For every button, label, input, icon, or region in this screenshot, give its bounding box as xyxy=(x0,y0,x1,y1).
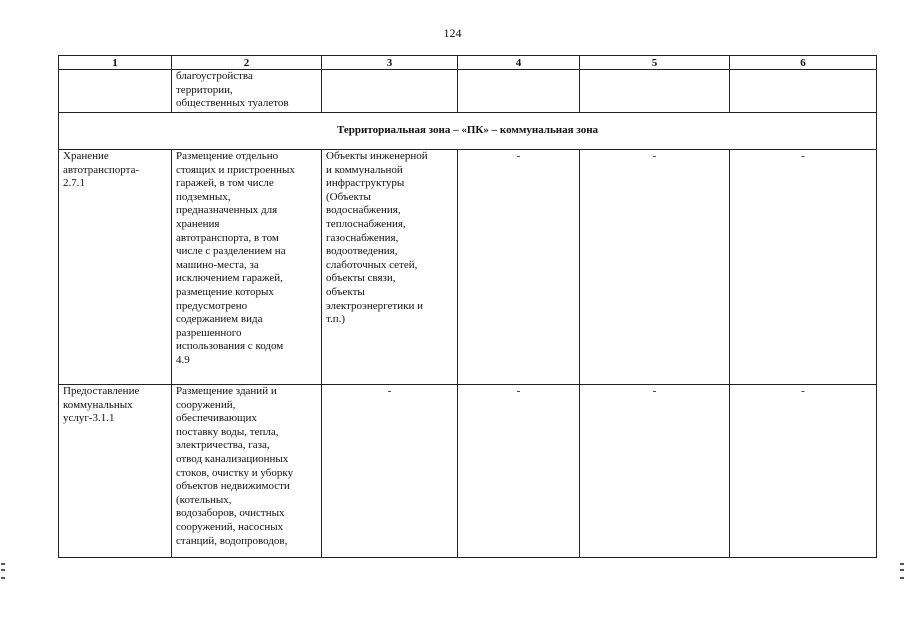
table-cell xyxy=(59,70,172,113)
use-type-description: Размещение отдельно стоящих и пристроенных гаражей, в том числе подземных, предназначенных для хранения автотранспорта, в том числе с разделением на машино-места, за исключением гаражей, размещение которых предусмотрено содержанием вида разрешенного использования с кодом 4.9 xyxy=(172,150,322,385)
table-cell: благоустройства территории, общественных туалетов xyxy=(172,70,322,113)
column-header-6: 6 xyxy=(730,56,877,70)
use-type-name: Предоставление коммунальных услуг-3.1.1 xyxy=(59,385,172,558)
table-cell xyxy=(322,70,458,113)
table-cell: - xyxy=(730,385,877,558)
binding-mark-right xyxy=(900,563,904,579)
table-cell: - xyxy=(730,150,877,385)
column-header-3: 3 xyxy=(322,56,458,70)
table-cell: - xyxy=(580,150,730,385)
table-cell: - xyxy=(322,385,458,558)
table-cell: - xyxy=(458,150,580,385)
table-cell: - xyxy=(458,385,580,558)
zone-title-row xyxy=(59,113,877,150)
column-header-1: 1 xyxy=(59,56,172,70)
use-type-name: Хранение автотранспорта- 2.7.1 xyxy=(59,150,172,385)
table-row xyxy=(59,150,877,385)
continuation-row xyxy=(59,70,877,113)
table-cell xyxy=(730,70,877,113)
column-header-2: 2 xyxy=(172,56,322,70)
header-row xyxy=(59,56,877,70)
column-header-5: 5 xyxy=(580,56,730,70)
page-number: 124 xyxy=(443,26,462,40)
table-row xyxy=(59,385,877,558)
binding-mark-left xyxy=(1,563,5,579)
zone-title: Территориальная зона – «ПК» – коммунальная зона xyxy=(59,113,877,150)
table-cell xyxy=(458,70,580,113)
use-type-description: Размещение зданий и сооружений, обеспечивающих поставку воды, тепла, электричества, газа, отвод канализационных стоков, очистку и уборку объектов недвижимости (котельных, водозаборов, очистных сооружений, насосных станций, водопроводов, xyxy=(172,385,322,558)
zoning-table xyxy=(58,55,877,558)
table-cell: Объекты инженерной и коммунальной инфраструктуры (Объекты водоснабжения, теплоснабжения, газоснабжения, водоотведения, слаботочных сетей, объекты связи, объекты электроэнергетики и т.п.) xyxy=(322,150,458,385)
table-cell: - xyxy=(580,385,730,558)
table-cell xyxy=(580,70,730,113)
column-header-4: 4 xyxy=(458,56,580,70)
